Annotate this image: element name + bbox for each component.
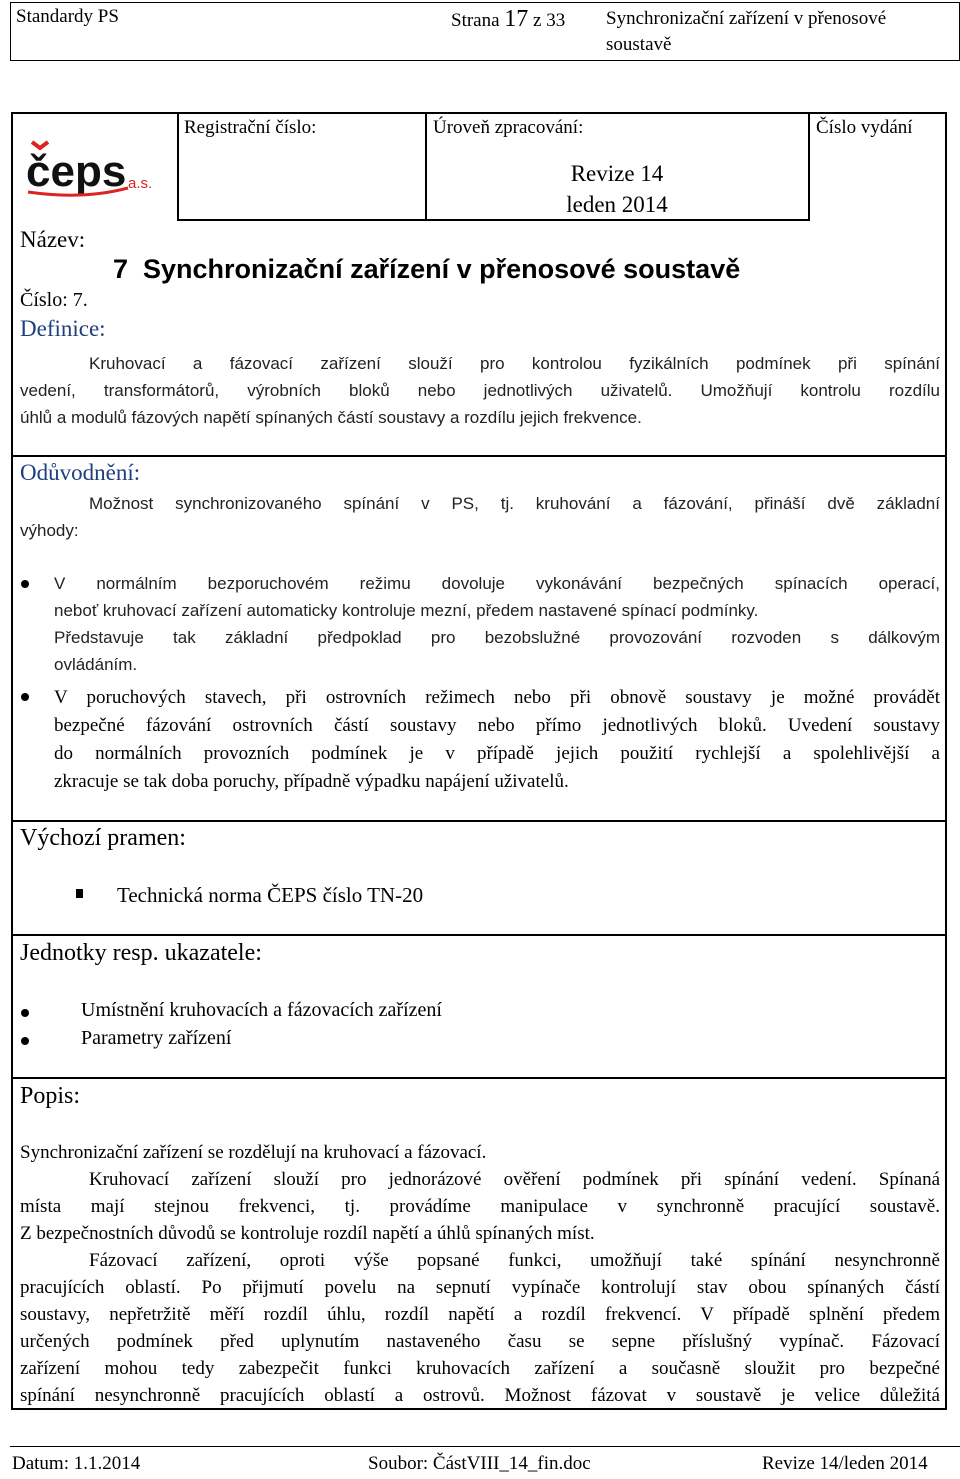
description-line: pracujících oblastí. Po přijmutí povelu na sepnutí vypínače kontrolují stav obou spínaných částí [20, 1277, 940, 1298]
advantage-line: do normálních provozních podmínek je v případě jejich použití rychlejší a spolehlivější a [54, 743, 940, 764]
bullet-icon [21, 1037, 29, 1045]
footer-date: Datum: 1.1.2014 [12, 1453, 141, 1474]
description-line: Kruhovací zařízení slouží pro jednorázové ověření podmínek při spínání vedení. Spínaná [89, 1169, 940, 1190]
description-line: Z bezpečnostních důvodů se kontroluje rozdíl napětí a úhlů spínaných míst. [20, 1223, 595, 1244]
oduvodneni-heading: Odůvodnění: [20, 460, 141, 485]
bullet-icon [21, 693, 29, 701]
bullet-icon [21, 1009, 29, 1017]
advantage-line: bezpečné fázování ostrovních částí soustavy nebo přímo jednotlivých bloků. Uvedení soustavy [54, 715, 940, 736]
page-title: 7 Synchronizační zařízení v přenosové soustavě [113, 254, 741, 284]
units-item: Parametry zařízení [81, 1027, 232, 1049]
issue-label: Číslo vydání [816, 117, 913, 138]
advantage-line: V normálním bezporuchovém režimu dovoluje vykonávání bezpečných spínacích operací, [54, 574, 940, 593]
description-line: Fázovací zařízení, oproti výše popsané funkci, umožňují také spínání nesynchronně [89, 1250, 940, 1271]
level-label: Úroveň zpracování: [433, 117, 584, 138]
logo-suffix: a.s. [128, 175, 153, 192]
footer-revision: Revize 14/leden 2014 [762, 1453, 928, 1474]
revision-date: leden 2014 [566, 192, 668, 217]
advantage-line: neboť kruhovací zařízení automaticky kontroluje mezní, předem nastavené spínací podmínky. [54, 601, 759, 620]
source-heading: Výchozí pramen: [20, 825, 186, 851]
description-line: místa mají stejnou frekvenci, tj. provádíme manipulace v synchronně pracující soustavě. [20, 1196, 940, 1217]
advantage-line: ovládáním. [54, 655, 138, 674]
footer-file: Soubor: ČástVIII_14_fin.doc [368, 1453, 591, 1474]
bullet-square-icon [76, 889, 83, 898]
source-item: Technická norma ČEPS číslo TN-20 [117, 883, 424, 907]
oduvodneni-line: výhody: [20, 521, 79, 540]
description-line: Synchronizační zařízení se rozdělují na kruhovací a fázovací. [20, 1142, 487, 1163]
name-label: Název: [20, 227, 86, 252]
logo-wordmark: čeps [26, 147, 127, 196]
oduvodneni-text [20, 490, 940, 544]
advantage-line: V poruchových stavech, při ostrovních režimech nebo při obnově soustavy je možné provádět [54, 687, 940, 708]
revision-block [426, 158, 808, 220]
description-line: soustavy, nepřetržitě měří rozdíl úhlu, rozdíl napětí a rozdíl frekvencí. V případě splnění předem [20, 1304, 940, 1325]
description-line: určených podmínek před uplynutím nastaveného času se sepne příslušný vypínač. Fázovací [20, 1331, 940, 1352]
advantage-item [54, 684, 940, 796]
advantage-line: zkracuje se tak doba poruchy, případně výpadku napájení uživatelů. [54, 771, 569, 792]
advantage-item [54, 570, 940, 678]
header-right-line1: Synchronizační zařízení v přenosové [606, 8, 887, 29]
page-current: 17 [504, 6, 529, 32]
definice-line: vedení, transformátorů, výrobních bloků nebo jednotlivých uživatelů. Umožňují kontrolu rozdílu [20, 381, 940, 400]
page-number [451, 6, 565, 33]
header-right [606, 6, 886, 58]
advantage-line: Představuje tak základní předpoklad pro bezobslužné provozování rozvoden s dálkovým [54, 628, 940, 647]
definice-line: Kruhovací a fázovací zařízení slouží pro kontrolou fyzikálních podmínek při spínání [89, 354, 940, 373]
definice-line: úhlů a modulů fázových napětí spínaných částí soustavy a rozdílu jejich frekvence. [20, 408, 642, 427]
header-left: Standardy PS [16, 6, 119, 27]
definice-text [20, 350, 940, 431]
units-heading: Jednotky resp. ukazatele: [20, 940, 262, 966]
number-label: Číslo: 7. [20, 289, 88, 311]
registration-label: Registrační číslo: [184, 117, 317, 138]
revision: Revize 14 [570, 161, 664, 186]
page-total: z 33 [533, 10, 566, 31]
page-label: Strana [451, 10, 500, 31]
units-item: Umístnění kruhovacích a fázovacích zařízení [81, 999, 442, 1021]
description-heading: Popis: [20, 1083, 81, 1109]
oduvodneni-line: Možnost synchronizovaného spínání v PS, tj. kruhování a fázování, přináší dvě základní [89, 494, 940, 513]
ceps-logo [24, 138, 164, 198]
definice-heading: Definice: [20, 316, 106, 341]
description-text [20, 1139, 940, 1409]
header-right-line2: soustavě [606, 34, 672, 55]
description-line: spínání nesynchronně pracujících oblastí a ostrovů. Možnost fázovat v soustavě je velice důležitá [20, 1385, 940, 1406]
bullet-icon [21, 580, 29, 588]
footer-rule [10, 1446, 960, 1447]
description-line: zařízení mohou tedy zabezpečit funkci kruhovacích zařízení a současně sloužit pro bezpečné [20, 1358, 940, 1379]
